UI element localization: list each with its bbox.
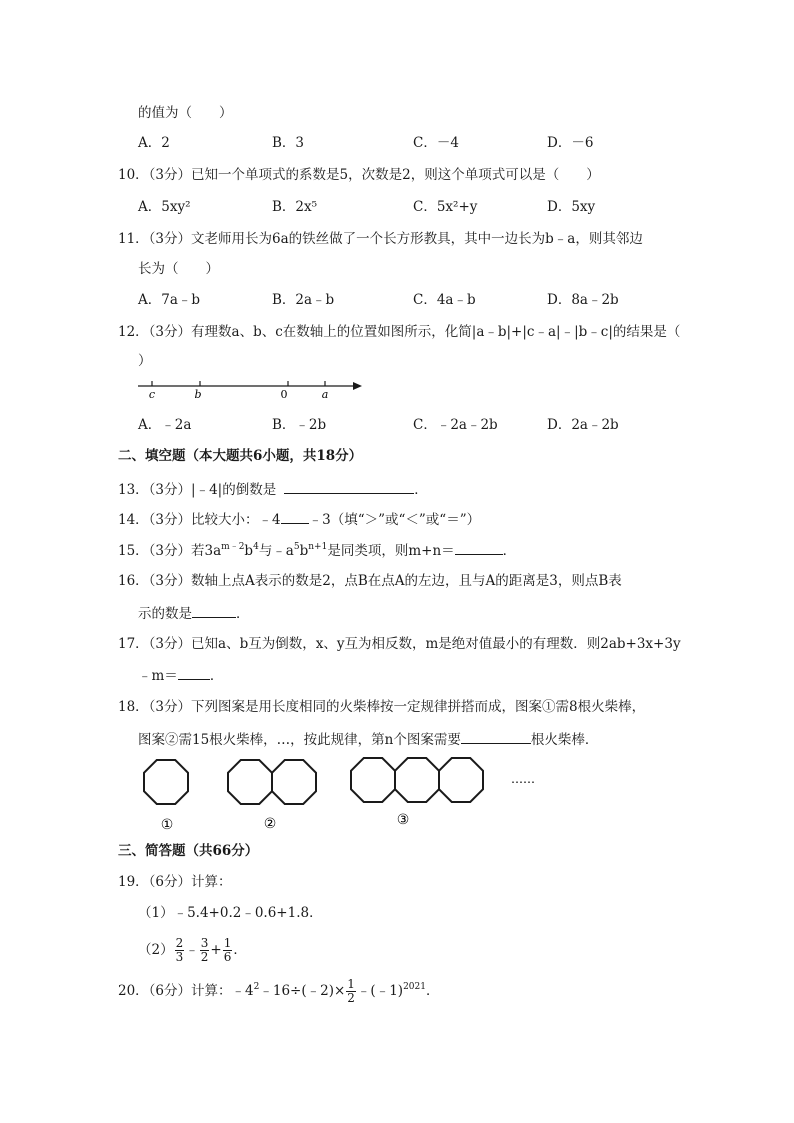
q20-stem: 20．（6分）计算： [118,983,232,999]
q18-figures [130,752,560,836]
q19-part2-label: （2） [138,942,174,958]
q9-tail: 的值为（ ） [138,105,233,121]
q16-text: 示的数是 [138,606,192,622]
q15-exp2: 4 [253,542,259,552]
q10-stem: 10．（3分）已知一个单项式的系数是5，次数是2，则这个单项式可以是（ ） [118,167,600,183]
minus-op: ﹣ [185,942,199,958]
q10-option-b: B．2x⁵ [272,199,318,215]
q17-line2 [138,665,223,685]
q15-b: b [244,543,254,559]
fraction-2-3 [175,937,185,964]
octagon-shape [395,758,439,802]
q11-option-b: B．2a﹣b [272,292,335,308]
q18-line1: 18．（3分）下列图案是用长度相同的火柴棒按一定规律拼搭而成，图案①需8根火柴棒， [118,699,646,715]
q17-line1: 17．（3分）已知a、b互为倒数，x、y互为相反数，m是绝对值最小的有理数．则2ab+3x+3y [118,636,681,652]
q16-line2 [138,603,250,623]
label-a: a [321,388,329,401]
q11-stem-line1: 11．（3分）文老师用长为6a的铁丝做了一个长方形教具，其中一边长为b﹣a，则其邻边 [118,231,643,247]
q11-option-d: D．8a﹣2b [547,292,619,308]
q15 [118,540,516,560]
q19-part1: （1）﹣5.4+0.2﹣0.6+1.8． [138,905,323,921]
q9-option-b: B．3 [272,135,305,151]
q15-text: 15．（3分）若3a [118,543,222,559]
denominator: 2 [200,950,209,964]
q11-option-c: C．4a﹣b [413,292,476,308]
q12-option-a: A．﹣2a [138,417,192,433]
numerator: 2 [175,936,184,950]
q9-option-a: A．2 [138,135,170,151]
q15-answer-blank[interactable] [455,540,503,555]
q15-exp1: m﹣2 [221,542,245,552]
q20-expr-part3: ﹣(﹣1) [356,983,404,999]
numerator: 1 [347,977,355,991]
axis-arrow [353,382,362,390]
q16-end: ． [236,606,250,622]
plus-op: + [210,942,222,958]
q20 [118,975,439,1007]
q20-expr-part2: ﹣16÷(﹣2)× [259,983,346,999]
q19-part2-end: ． [233,942,247,958]
q15-exp4: n+1 [308,542,328,552]
q19-part2 [138,934,247,966]
q12-option-b: B．﹣2b [272,417,327,433]
q15-exp3: 5 [293,542,300,552]
q14-text: 14．（3分）比较大小：﹣4 [118,512,281,528]
q14-answer-blank[interactable] [281,509,309,524]
q11-stem-line2: 长为（ ） [138,261,219,277]
q13-end: ． [414,482,428,498]
denominator: 2 [347,991,355,1005]
q16-line1: 16．（3分）数轴上点A表示的数是2，点B在点A的左边，且与A的距离是3，则点B表 [118,573,622,589]
q13 [118,479,428,499]
q17-answer-blank[interactable] [178,665,210,680]
q17-text: ﹣m＝ [138,668,178,684]
q12-stem-line2: ） [138,353,152,369]
q18-text: 图案②需15根火柴棒，…，按此规律，第n个图案需要 [138,732,461,748]
label-0: 0 [280,388,288,401]
q13-text: 13．（3分）|﹣4|的倒数是 [118,482,277,498]
q18-end: 根火柴棒． [530,732,599,748]
q9-option-d: D．－6 [547,135,594,151]
section-heading-fill-in: 二、填空题（本大题共6小题，共18分） [118,448,363,464]
figure-label-3: ③ [396,812,410,828]
q20-exp2: 2021 [403,982,426,992]
label-c: c [148,388,156,401]
figure-label-1: ① [160,817,174,833]
q12-stem-line1: 12．（3分）有理数a、b、c在数轴上的位置如图所示，化简|a﹣b|+|c﹣a|﹣|b﹣c|的结果是（ [118,324,681,340]
octagon-shape [272,760,316,804]
figure-label-2: ② [263,816,277,832]
label-b: b [194,388,202,401]
q18-answer-blank[interactable] [461,729,531,744]
octagon-shape [439,758,483,802]
q12-number-line [138,376,368,404]
q19-stem: 19．（6分）计算： [118,874,232,890]
numerator: 1 [223,936,232,950]
numerator: 3 [200,936,209,950]
q9-option-c: C．－4 [413,135,459,151]
denominator: 3 [175,950,184,964]
q12-option-c: C．﹣2a﹣2b [413,417,498,433]
q14 [118,509,480,529]
q17-end: ． [209,668,224,684]
section-heading-short-answer: 三、简答题（共66分） [118,843,259,859]
q15-end: ． [502,543,517,559]
q15-mid: 与﹣a [258,543,294,559]
q20-exp1: 2 [253,982,260,992]
q10-option-c: C．5x²+y [413,199,478,215]
q20-expr-part1: ﹣4 [231,983,254,999]
octagon-shape [144,760,188,804]
figure-ellipsis: …… [511,772,535,786]
q15-b2: b [299,543,309,559]
q11-option-a: A．7a﹣b [138,292,201,308]
q18-line2 [138,729,598,749]
octagon-shape [351,758,395,802]
fraction-1-2 [346,978,356,1005]
q15-tail: 是同类项，则m+n＝ [327,543,455,559]
q10-option-d: D．5xy [547,199,596,215]
fraction-3-2 [200,937,210,964]
q16-answer-blank[interactable] [192,603,236,618]
q14-end: ﹣3（填“＞”或“＜”或“＝”） [308,512,481,528]
q10-option-a: A．5xy² [138,199,191,215]
q12-option-d: D．2a﹣2b [547,417,619,433]
q13-answer-blank[interactable] [284,479,414,494]
q20-end: ． [425,983,440,999]
denominator: 6 [223,950,232,964]
fraction-1-6 [223,937,233,964]
octagon-shape [228,760,272,804]
